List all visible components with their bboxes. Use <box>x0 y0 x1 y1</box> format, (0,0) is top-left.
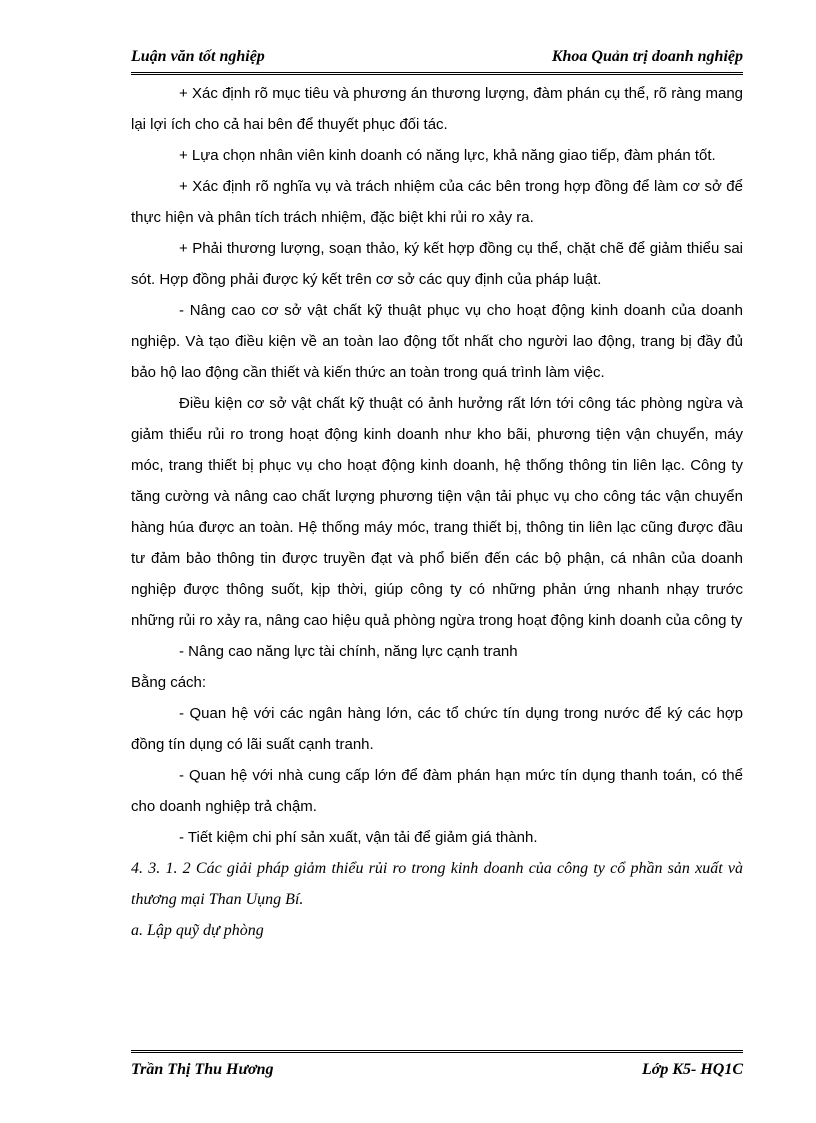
header-faculty: Khoa Quản trị doanh nghiệp <box>551 48 743 65</box>
paragraph: - Quan hệ với các ngân hàng lớn, các tổ chức tín dụng trong nước để ký các hợp đồng tín dụng có lãi suất cạnh tranh. <box>131 705 743 753</box>
footer-author: Trần Thị Thu Hương <box>131 1061 274 1078</box>
paragraph: - Tiết kiệm chi phí sản xuất, vận tải để giảm giá thành. <box>179 829 538 846</box>
subsection-heading: a. Lập quỹ dự phòng <box>131 922 264 939</box>
page-footer <box>131 1050 743 1081</box>
paragraph: Điều kiện cơ sở vật chất kỹ thuật có ảnh hưởng rất lớn tới công tác phòng ngừa và giảm thiểu rủi ro trong hoạt động kinh doanh như kho bãi, phương tiện vận chuyển, máy móc, trang thiết bị phục vụ cho hoạt động kinh doanh, hệ thống thông tin liên lạc. Công ty tăng cường và nâng cao chất lượng phương tiện vận tải phục vụ cho công tác vận chuyển hàng húa được an toàn. Hệ thống máy móc, trang thiết bị, thông tin liên lạc cũng được đầu tư đảm bảo thông tin được truyền đạt và phổ biến đến các bộ phận, cá nhân của doanh nghiệp được thông suốt, kịp thời, giúp công ty có những phản ứng nhanh nhạy trước những rủi ro xảy ra, nâng cao hiệu quả phòng ngừa trong hoạt động kinh doanh của công ty <box>131 395 743 629</box>
paragraph: + Lựa chọn nhân viên kinh doanh có năng lực, khả năng giao tiếp, đàm phán tốt. <box>179 147 716 164</box>
paragraph: Bằng cách: <box>131 674 207 691</box>
paragraph: + Phải thương lượng, soạn thảo, ký kết hợp đồng cụ thể, chặt chẽ để giảm thiểu sai sót. Hợp đồng phải được ký kết trên cơ sở các quy định của pháp luật. <box>131 240 743 288</box>
paragraph: + Xác định rõ nghĩa vụ và trách nhiệm của các bên trong hợp đồng để làm cơ sở để thực hiện và phân tích trách nhiệm, đặc biệt khi rủi ro xảy ra. <box>131 178 743 226</box>
section-heading: 4. 3. 1. 2 Các giải pháp giảm thiểu rủi ro trong kinh doanh của công ty cổ phần sản xuất và thương mại Than Uụng Bí. <box>131 860 743 908</box>
header-thesis-title: Luận văn tốt nghiệp <box>131 48 265 65</box>
paragraph: - Nâng cao cơ sở vật chất kỹ thuật phục vụ cho hoạt động kinh doanh của doanh nghiệp. Và tạo điều kiện về an toàn lao động tốt nhất cho người lao động, trang bị đầy đủ bảo hộ lao động cần thiết và kiến thức an toàn trong quá trình làm việc. <box>131 302 743 381</box>
page-header <box>131 44 743 75</box>
paragraph: - Quan hệ với nhà cung cấp lớn để đàm phán hạn mức tín dụng thanh toán, có thể cho doanh nghiệp trả chậm. <box>131 767 743 815</box>
document-body <box>131 78 743 946</box>
paragraph: - Nâng cao năng lực tài chính, năng lực cạnh tranh <box>179 643 518 660</box>
paragraph: + Xác định rõ mục tiêu và phương án thương lượng, đàm phán cụ thể, rõ ràng mang lại lợi ích cho cả hai bên để thuyết phục đối tác. <box>131 85 743 133</box>
footer-class: Lớp K5- HQ1C <box>641 1061 743 1078</box>
